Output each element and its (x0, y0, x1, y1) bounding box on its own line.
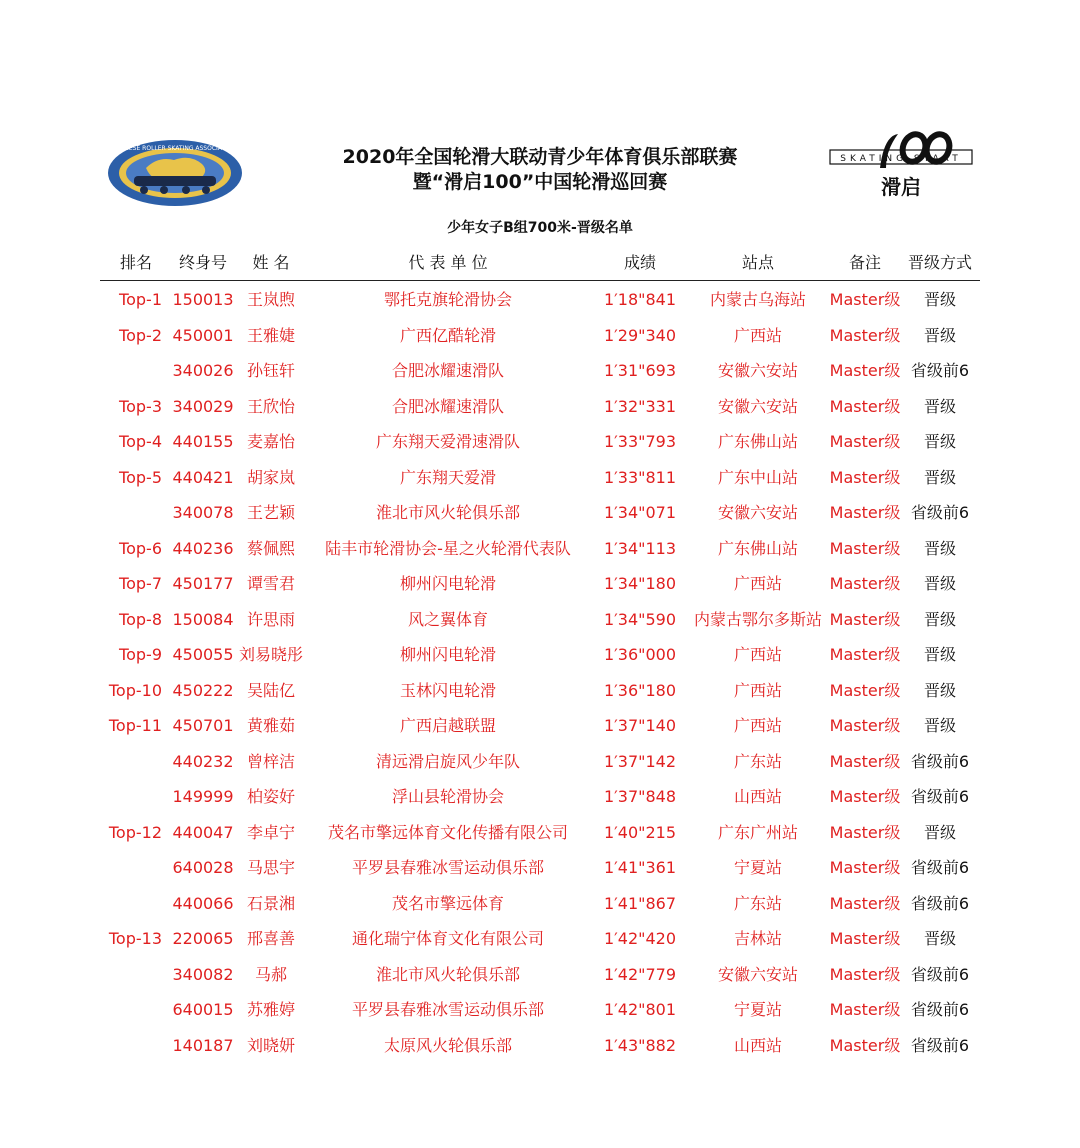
id-cell: 440421 (172, 467, 234, 487)
id-cell: 150084 (172, 609, 234, 629)
name-cell: 麦嘉怡 (246, 432, 295, 451)
method-cell: 省级前6 (910, 361, 970, 380)
name-cell: 王雅婕 (246, 325, 295, 345)
note-cell: Master级 (829, 538, 901, 558)
note-cell: Master级 (829, 787, 901, 806)
note-cell: Master级 (829, 680, 901, 700)
score-cell: 1′32"331 (603, 396, 677, 416)
score-cell: 1′37"848 (603, 787, 677, 806)
id-cell: 450001 (172, 325, 234, 345)
table-row (100, 389, 980, 425)
id-cell: 220065 (172, 929, 234, 948)
id-cell: 440047 (172, 822, 234, 842)
chinese-roller-skating-association-logo-icon (106, 138, 244, 208)
rank-cell: Top-9 (119, 645, 162, 664)
site-cell: 广东广州站 (717, 822, 798, 842)
score-cell: 1′42"779 (603, 964, 677, 984)
method-cell: 省级前6 (910, 1000, 970, 1019)
rank-cell: Top-2 (119, 325, 162, 345)
id-cell: 140187 (172, 1035, 234, 1055)
qualification-table (100, 246, 980, 1063)
site-cell: 吉林站 (733, 929, 782, 948)
score-cell: 1′42"420 (603, 929, 677, 948)
id-cell: 450222 (172, 680, 234, 700)
rank-cell: Top-3 (119, 396, 162, 416)
site-cell: 广东站 (733, 893, 782, 913)
name-cell: 刘易晓彤 (238, 645, 303, 664)
table-row (100, 495, 980, 531)
method-cell: 晋级 (923, 574, 956, 593)
table-row (100, 353, 980, 389)
score-cell: 1′43"882 (603, 1035, 677, 1055)
site-cell: 安徽六安站 (717, 503, 798, 522)
score-cell: 1′42"801 (603, 1000, 677, 1019)
unit-cell: 茂名市擎远体育 (391, 893, 504, 913)
col-method: 晋级方式 (907, 253, 972, 272)
name-cell: 蔡佩熙 (246, 538, 295, 558)
unit-cell: 淮北市风火轮俱乐部 (375, 503, 520, 522)
table-row (100, 815, 980, 851)
rank-cell: Top-6 (119, 538, 162, 558)
score-cell: 1′40"215 (603, 822, 677, 842)
method-cell: 晋级 (923, 538, 956, 558)
unit-cell: 广东翔天爱滑速滑队 (375, 432, 520, 451)
method-cell: 晋级 (923, 680, 956, 700)
col-site: 站点 (741, 253, 774, 272)
method-cell: 省级前6 (910, 751, 970, 771)
table-row (100, 992, 980, 1028)
score-cell: 1′37"140 (603, 716, 677, 735)
table-row (100, 531, 980, 567)
note-cell: Master级 (829, 751, 901, 771)
note-cell: Master级 (829, 574, 901, 593)
score-cell: 1′34"071 (603, 503, 677, 522)
method-cell: 省级前6 (910, 893, 970, 913)
right-logo-cn: 滑启 (881, 175, 921, 199)
rank-cell: Top-1 (119, 290, 162, 309)
score-cell: 1′41"361 (603, 858, 677, 877)
site-cell: 广西站 (733, 716, 782, 735)
table-row (100, 602, 980, 638)
rank-cell: Top-13 (108, 929, 162, 948)
site-cell: 广西站 (733, 645, 782, 664)
unit-cell: 浮山县轮滑协会 (391, 787, 504, 806)
method-cell: 省级前6 (910, 503, 970, 522)
id-cell: 340078 (172, 503, 234, 522)
name-cell: 苏雅婷 (246, 1000, 295, 1019)
unit-cell: 茂名市擎远体育文化传播有限公司 (327, 822, 568, 842)
table-row (100, 744, 980, 780)
name-cell: 吴陆亿 (246, 680, 295, 700)
unit-cell: 广东翔天爱滑 (399, 467, 496, 487)
unit-cell: 通化瑞宁体育文化有限公司 (351, 929, 544, 948)
name-cell: 王艺颖 (246, 503, 295, 522)
site-cell: 宁夏站 (733, 858, 782, 877)
table-row (100, 566, 980, 602)
col-note: 备注 (848, 253, 881, 272)
table-row (100, 850, 980, 886)
col-rank: 排名 (119, 253, 152, 272)
left-logo-text: CHINESE ROLLER SKATING ASSOCIATION (113, 145, 237, 152)
note-cell: Master级 (829, 290, 901, 309)
table-body (100, 282, 980, 1063)
method-cell: 晋级 (923, 325, 956, 345)
unit-cell: 合肥冰耀速滑队 (391, 361, 504, 380)
method-cell: 省级前6 (910, 1035, 970, 1055)
table-row (100, 673, 980, 709)
name-cell: 李卓宁 (246, 822, 295, 842)
score-cell: 1′34"180 (603, 574, 677, 593)
unit-cell: 柳州闪电轮滑 (399, 574, 496, 593)
unit-cell: 玉林闪电轮滑 (399, 680, 496, 700)
score-cell: 1′33"793 (603, 432, 677, 451)
name-cell: 孙钰轩 (246, 361, 295, 380)
name-cell: 曾梓洁 (246, 751, 295, 771)
unit-cell: 清远滑启旋风少年队 (375, 751, 520, 771)
site-cell: 广西站 (733, 680, 782, 700)
score-cell: 1′18"841 (603, 290, 677, 309)
method-cell: 晋级 (923, 645, 956, 664)
method-cell: 晋级 (923, 396, 956, 416)
id-cell: 440155 (172, 432, 234, 451)
score-cell: 1′37"142 (603, 751, 677, 771)
unit-cell: 广西亿酷轮滑 (399, 325, 496, 345)
skating-start-100-logo-icon (828, 130, 978, 200)
note-cell: Master级 (829, 503, 901, 522)
method-cell: 晋级 (923, 822, 956, 842)
rank-cell: Top-11 (108, 716, 162, 735)
name-cell: 胡家岚 (246, 467, 295, 487)
site-cell: 安徽六安站 (717, 361, 798, 380)
site-cell: 安徽六安站 (717, 396, 798, 416)
name-cell: 柏姿好 (246, 787, 295, 806)
rank-cell: Top-12 (108, 822, 162, 842)
note-cell: Master级 (829, 1000, 901, 1019)
rank-cell: Top-8 (119, 609, 162, 629)
method-cell: 省级前6 (910, 964, 970, 984)
name-cell: 黄雅茹 (246, 716, 295, 735)
unit-cell: 太原风火轮俱乐部 (383, 1035, 512, 1055)
site-cell: 山西站 (733, 787, 782, 806)
rank-cell: Top-5 (119, 467, 162, 487)
name-cell: 谭雪君 (246, 574, 295, 593)
id-cell: 340082 (172, 964, 234, 984)
rank-cell: Top-7 (119, 574, 162, 593)
score-cell: 1′41"867 (603, 893, 677, 913)
note-cell: Master级 (829, 1035, 901, 1055)
score-cell: 1′36"180 (603, 680, 677, 700)
table-header (100, 246, 980, 281)
note-cell: Master级 (829, 467, 901, 487)
note-cell: Master级 (829, 396, 901, 416)
note-cell: Master级 (829, 645, 901, 664)
col-id: 终身号 (178, 253, 227, 272)
site-cell: 安徽六安站 (717, 964, 798, 984)
note-cell: Master级 (829, 609, 901, 629)
right-logo-text: SKATING START (840, 154, 962, 164)
table-row (100, 424, 980, 460)
method-cell: 省级前6 (910, 858, 970, 877)
site-cell: 内蒙古鄂尔多斯站 (693, 609, 822, 629)
id-cell: 150013 (172, 290, 234, 309)
id-cell: 149999 (172, 787, 234, 806)
name-cell: 王岚煦 (246, 290, 295, 309)
table-row (100, 637, 980, 673)
method-cell: 晋级 (923, 290, 956, 309)
name-cell: 马郝 (254, 964, 287, 984)
method-cell: 省级前6 (910, 787, 970, 806)
name-cell: 石景湘 (246, 893, 295, 913)
note-cell: Master级 (829, 893, 901, 913)
id-cell: 450177 (172, 574, 234, 593)
note-cell: Master级 (829, 929, 901, 948)
site-cell: 广东中山站 (717, 467, 798, 487)
id-cell: 440232 (172, 751, 234, 771)
unit-cell: 鄂托克旗轮滑协会 (383, 290, 512, 309)
unit-cell: 广西启越联盟 (399, 716, 496, 735)
site-cell: 广东佛山站 (717, 432, 798, 451)
note-cell: Master级 (829, 325, 901, 345)
id-cell: 640028 (172, 858, 234, 877)
note-cell: Master级 (829, 716, 901, 735)
table-row (100, 318, 980, 354)
score-cell: 1′29"340 (603, 325, 677, 345)
method-cell: 晋级 (923, 432, 956, 451)
note-cell: Master级 (829, 361, 901, 380)
method-cell: 晋级 (923, 929, 956, 948)
site-cell: 广东佛山站 (717, 538, 798, 558)
col-unit: 代 表 单 位 (408, 253, 488, 272)
table-row (100, 886, 980, 922)
site-cell: 内蒙古乌海站 (709, 290, 806, 309)
site-cell: 广东站 (733, 751, 782, 771)
site-cell: 广西站 (733, 325, 782, 345)
id-cell: 450701 (172, 716, 234, 735)
site-cell: 宁夏站 (733, 1000, 782, 1019)
name-cell: 马思宇 (246, 858, 295, 877)
table-row (100, 921, 980, 957)
id-cell: 340026 (172, 361, 234, 380)
note-cell: Master级 (829, 432, 901, 451)
method-cell: 晋级 (923, 467, 956, 487)
col-name: 姓 名 (252, 253, 290, 272)
rank-cell: Top-10 (108, 680, 162, 700)
method-cell: 晋级 (923, 609, 956, 629)
table-row (100, 957, 980, 993)
rank-cell: Top-4 (119, 432, 162, 451)
id-cell: 440236 (172, 538, 234, 558)
id-cell: 440066 (172, 893, 234, 913)
unit-cell: 风之翼体育 (407, 609, 488, 629)
table-row (100, 779, 980, 815)
score-cell: 1′33"811 (603, 467, 677, 487)
name-cell: 王欣怡 (246, 396, 295, 416)
table-row (100, 1028, 980, 1064)
unit-cell: 陆丰市轮滑协会-星之火轮滑代表队 (325, 538, 571, 558)
score-cell: 1′34"113 (603, 538, 677, 558)
title-line-1: 2020年全国轮滑大联动青少年体育俱乐部联赛 (342, 146, 738, 168)
score-cell: 1′31"693 (603, 361, 677, 380)
title-line-2: 暨“滑启100”中国轮滑巡回赛 (412, 171, 668, 193)
name-cell: 邢喜善 (246, 929, 295, 948)
table-row (100, 460, 980, 496)
method-cell: 晋级 (923, 716, 956, 735)
note-cell: Master级 (829, 858, 901, 877)
skating-start-logo (828, 130, 978, 200)
association-logo (106, 138, 244, 208)
name-cell: 许思雨 (246, 609, 295, 629)
score-cell: 1′36"000 (603, 645, 677, 664)
unit-cell: 平罗县春雅冰雪运动俱乐部 (351, 858, 544, 877)
list-subtitle: 少年女子B组700米-晋级名单 (447, 220, 633, 236)
site-cell: 山西站 (733, 1035, 782, 1055)
note-cell: Master级 (829, 822, 901, 842)
id-cell: 340029 (172, 396, 234, 416)
unit-cell: 平罗县春雅冰雪运动俱乐部 (351, 1000, 544, 1019)
unit-cell: 柳州闪电轮滑 (399, 645, 496, 664)
col-score: 成绩 (623, 253, 656, 272)
name-cell: 刘晓妍 (246, 1035, 295, 1055)
document-title (250, 145, 830, 195)
id-cell: 450055 (172, 645, 234, 664)
unit-cell: 淮北市风火轮俱乐部 (375, 964, 520, 984)
id-cell: 640015 (172, 1000, 234, 1019)
site-cell: 广西站 (733, 574, 782, 593)
note-cell: Master级 (829, 964, 901, 984)
table-row (100, 708, 980, 744)
table-row (100, 282, 980, 318)
score-cell: 1′34"590 (603, 609, 677, 629)
unit-cell: 合肥冰耀速滑队 (391, 396, 504, 416)
